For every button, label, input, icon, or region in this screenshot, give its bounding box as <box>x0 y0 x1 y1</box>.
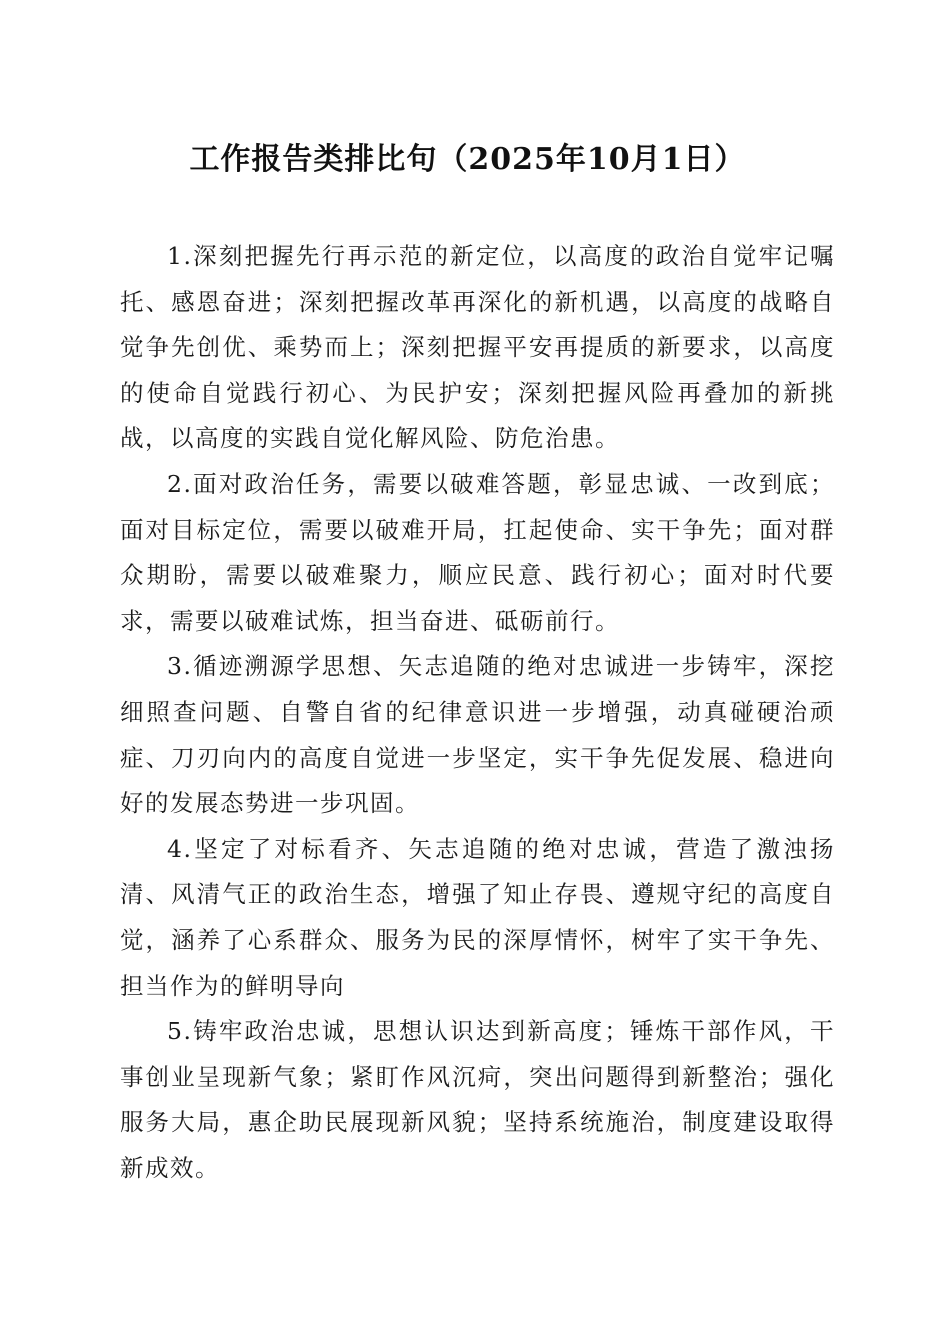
paragraph-3: 3.循迹溯源学思想、矢志追随的绝对忠诚进一步铸牢，深挖细照查问题、自警自省的纪律意识进一步增强，动真碰硬治顽症、刀刃向内的高度自觉进一步坚定，实干争先促发展、稳进向好的发展态势进一步巩固。 <box>120 652 835 818</box>
document-body <box>120 234 835 1191</box>
paragraph-2: 2.面对政治任务，需要以破难答题，彰显忠诚、一改到底；面对目标定位，需要以破难开局，扛起使命、实干争先；面对群众期盼，需要以破难聚力，顺应民意、践行初心；面对时代要求，需要以破难试炼，担当奋进、砥砺前行。 <box>120 469 835 635</box>
paragraph-5: 5.铸牢政治忠诚，思想认识达到新高度；锤炼干部作风，干事创业呈现新气象；紧盯作风沉疴，突出问题得到新整治；强化服务大局，惠企助民展现新风貌；坚持系统施治，制度建设取得新成效。 <box>120 1017 835 1182</box>
document-title: 工作报告类排比句（2025年10月1日） <box>189 142 746 177</box>
paragraph-4: 4.坚定了对标看齐、矢志追随的绝对忠诚，营造了激浊扬清、风清气正的政治生态，增强了知止存畏、遵规守纪的高度自觉，涵养了心系群众、服务为民的深厚情怀，树牢了实干争先、担当作为的鲜明导向 <box>120 834 835 1000</box>
paragraph-1: 1.深刻把握先行再示范的新定位，以高度的政治自觉牢记嘱托、感恩奋进；深刻把握改革再深化的新机遇，以高度的战略自觉争先创优、乘势而上；深刻把握平安再提质的新要求，以高度的使命自觉践行初心、为民护安；深刻把握风险再叠加的新挑战，以高度的实践自觉化解风险、防危治患。 <box>120 242 835 453</box>
